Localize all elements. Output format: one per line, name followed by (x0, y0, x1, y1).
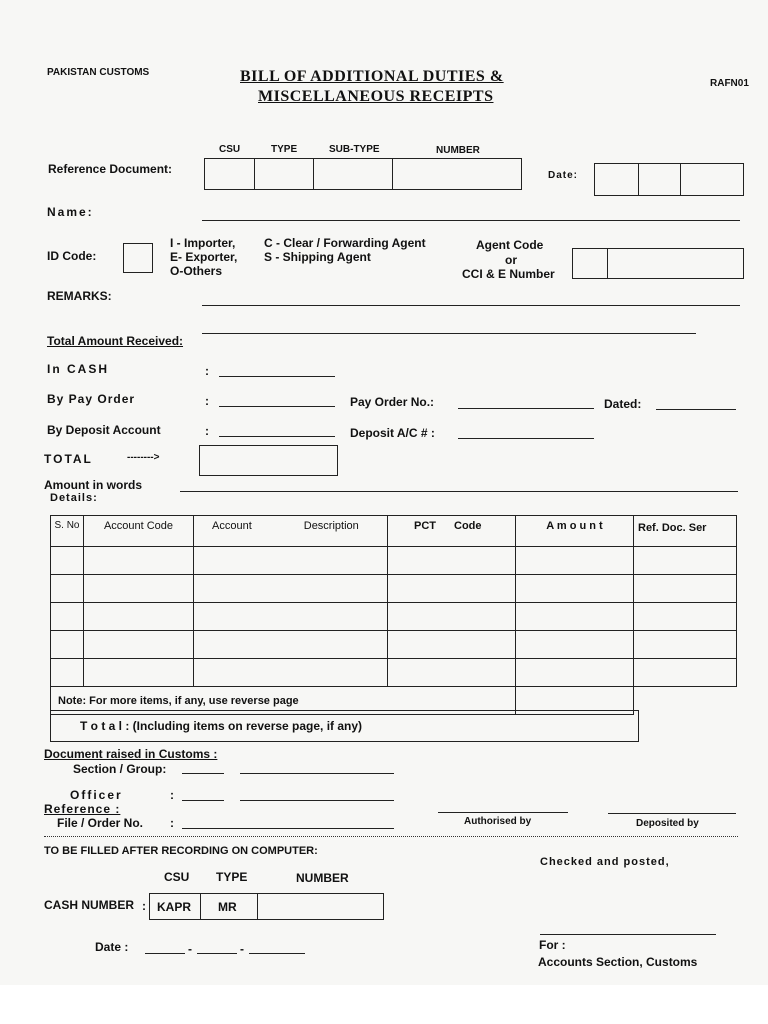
id-code-label: ID Code: (47, 249, 97, 263)
group-field[interactable] (240, 773, 394, 774)
deposit-colon: : (205, 424, 209, 438)
table-row[interactable] (51, 631, 737, 659)
deposit-ac-label: Deposit A/C # : (350, 426, 435, 440)
reference-label: Reference : (44, 802, 121, 816)
for-label: For : (539, 938, 566, 952)
org-name: PAKISTAN CUSTOMS (47, 67, 150, 78)
ref-date-year-field[interactable] (680, 163, 744, 196)
total-label: TOTAL (44, 452, 93, 466)
officer-colon: : (170, 788, 174, 802)
ref-date-day-field[interactable] (594, 163, 639, 196)
agent-code-prefix-field[interactable] (572, 248, 608, 279)
date-day-field[interactable] (145, 953, 185, 954)
header-account-description (194, 516, 388, 547)
pay-order-no-field[interactable] (458, 408, 594, 409)
cash-col-type: TYPE (216, 870, 248, 884)
id-option-shipping-agent: S - Shipping Agent (264, 250, 371, 264)
agent-code-or: or (505, 253, 517, 267)
id-code-field[interactable] (123, 243, 153, 273)
cci-number-label: CCI & E Number (462, 267, 555, 281)
ref-subtype-field[interactable] (313, 158, 393, 190)
ref-csu-field[interactable] (204, 158, 255, 190)
deposited-signature-line[interactable] (608, 813, 736, 814)
table-row[interactable] (51, 659, 737, 687)
total-amount-field[interactable] (199, 445, 338, 476)
deposited-by-label: Deposited by (636, 818, 699, 829)
computer-section-label: TO BE FILLED AFTER RECORDING ON COMPUTER: (44, 845, 318, 857)
cash-col-number: NUMBER (296, 871, 349, 885)
header-amount: A m o u n t (516, 516, 634, 547)
table-header-row (51, 516, 737, 547)
pay-order-no-label: Pay Order No.: (350, 395, 435, 409)
cash-number-colon: : (142, 899, 146, 913)
pay-order-amount-field[interactable] (219, 406, 335, 407)
checked-posted-label: Checked and posted, (540, 856, 670, 868)
officer-name-field[interactable] (240, 800, 394, 801)
ref-date-label: Date: (548, 170, 579, 181)
cash-number-label: CASH NUMBER (44, 898, 134, 912)
ref-col-subtype: SUB-TYPE (329, 144, 380, 155)
id-option-others: O-Others (170, 264, 223, 278)
page-bottom-margin (0, 985, 768, 1024)
date-dash-2: - (240, 942, 244, 956)
accounts-section-label: Accounts Section, Customs (538, 955, 698, 969)
authorised-signature-line[interactable] (438, 812, 568, 813)
date-label: Date : (95, 940, 129, 954)
table-row[interactable] (51, 547, 737, 575)
cash-col-csu: CSU (164, 870, 190, 884)
table-row[interactable] (51, 575, 737, 603)
ref-number-field[interactable] (392, 158, 522, 190)
date-year-field[interactable] (249, 953, 305, 954)
cash-label: In CASH (47, 362, 109, 376)
total-amount-received-label: Total Amount Received: (47, 334, 184, 348)
header-account-code: Account Code (84, 516, 194, 547)
header-account: Account (212, 520, 252, 532)
officer-label: Officer (70, 788, 123, 802)
file-order-field[interactable] (182, 828, 394, 829)
authorised-by-label: Authorised by (464, 816, 532, 827)
agent-code-label: Agent Code (476, 238, 544, 252)
id-option-importer: I - Importer, (170, 236, 236, 250)
ref-col-csu: CSU (219, 144, 241, 155)
header-description: Description (303, 520, 359, 532)
officer-code-field[interactable] (182, 800, 224, 801)
table-row[interactable] (51, 603, 737, 631)
section-divider (44, 836, 738, 837)
deposit-amount-field[interactable] (219, 436, 335, 437)
header-pct-code (388, 516, 516, 547)
header-code: Code (454, 520, 482, 532)
amount-in-words-label: Amount in words (44, 478, 142, 492)
deposit-account-label: By Deposit Account (47, 423, 161, 437)
pay-order-dated-field[interactable] (656, 409, 736, 410)
pay-order-colon: : (205, 394, 209, 408)
total-arrow: --------> (127, 452, 160, 463)
section-group-label: Section / Group: (73, 762, 167, 776)
name-label: Name: (47, 205, 94, 219)
cash-type-value: MR (218, 900, 237, 914)
details-table (50, 515, 737, 715)
file-order-label: File / Order No. (57, 816, 144, 830)
form-title-line1: BILL OF ADDITIONAL DUTIES & (240, 68, 504, 85)
date-dash-1: - (188, 942, 192, 956)
document-raised-label: Document raised in Customs : (44, 747, 218, 761)
ref-date-month-field[interactable] (638, 163, 681, 196)
table-total-label: T o t a l : (Including items on reverse page, if any) (80, 719, 363, 733)
remarks-field-line2[interactable] (202, 333, 696, 334)
date-month-field[interactable] (197, 953, 237, 954)
remarks-field-line1[interactable] (202, 305, 740, 306)
cash-amount-field[interactable] (219, 376, 335, 377)
pay-order-label: By Pay Order (47, 392, 136, 406)
agent-code-field[interactable] (607, 248, 744, 279)
name-field[interactable] (202, 220, 740, 221)
amount-in-words-field[interactable] (180, 491, 738, 492)
header-sno: S. No (51, 516, 84, 547)
cash-number-field[interactable] (257, 893, 384, 920)
ref-col-number: NUMBER (436, 145, 480, 156)
cash-csu-value: KAPR (157, 900, 192, 914)
table-note: Note: For more items, if any, use reverse page (51, 687, 516, 715)
file-order-colon: : (170, 816, 174, 830)
details-label: Details: (50, 492, 98, 504)
header-ref-doc-ser: Ref. Doc. Ser (634, 516, 737, 547)
remarks-label: REMARKS: (47, 289, 112, 303)
pay-order-dated-label: Dated: (604, 397, 642, 411)
reference-document-label: Reference Document: (48, 162, 173, 176)
section-field[interactable] (182, 773, 224, 774)
ref-col-type: TYPE (271, 144, 298, 155)
id-option-clearing-agent: C - Clear / Forwarding Agent (264, 236, 426, 250)
header-pct: PCT (414, 520, 436, 532)
accounts-signature-line[interactable] (540, 934, 716, 935)
form-code: RAFN01 (710, 78, 749, 89)
ref-type-field[interactable] (254, 158, 314, 190)
form-title-line2: MISCELLANEOUS RECEIPTS (258, 88, 494, 105)
cash-colon: : (205, 364, 209, 378)
deposit-ac-field[interactable] (458, 438, 594, 439)
id-option-exporter: E- Exporter, (170, 250, 238, 264)
